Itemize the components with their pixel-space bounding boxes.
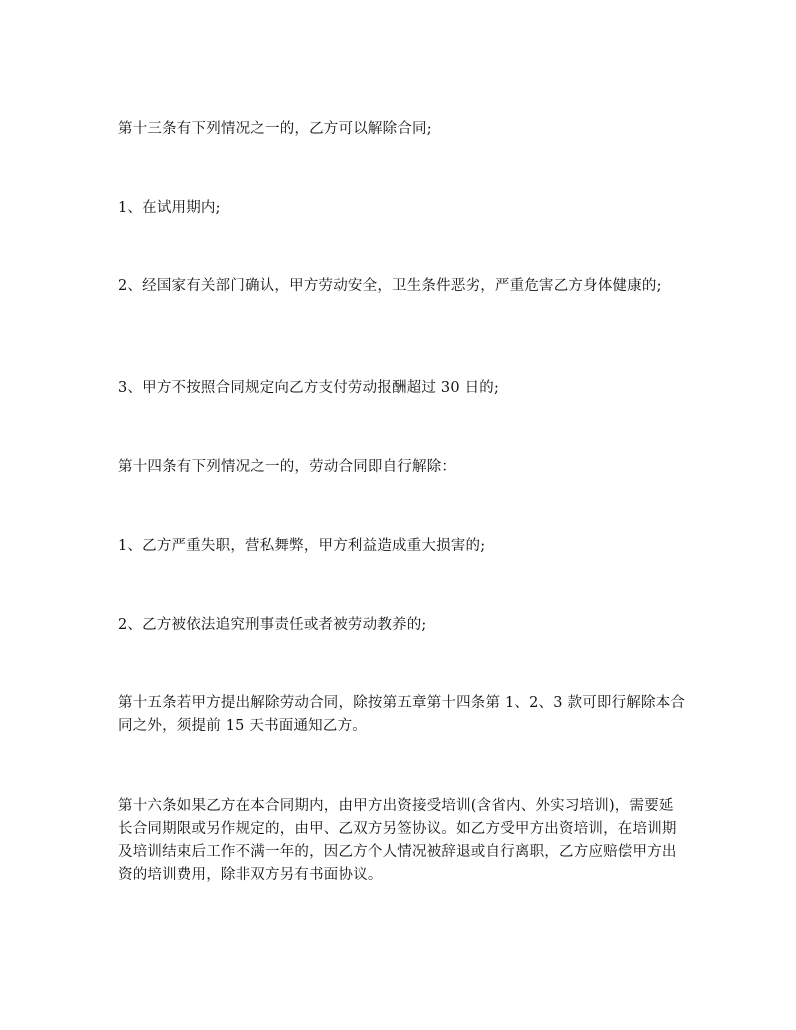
- article-15-paragraph: 第十五条若甲方提出解除劳动合同，除按第五章第十四条第 1、2、3 款可即行解除本合同之外，须提前 15 天书面通知乙方。: [118, 695, 686, 734]
- article-13-item-3: 3、甲方不按照合同规定向乙方支付劳动报酬超过 30 日的;: [118, 380, 500, 396]
- article-14-item-1: 1、乙方严重失职，营私舞弊，甲方利益造成重大损害的;: [118, 538, 486, 554]
- article-16-paragraph: 第十六条如果乙方在本合同期内，由甲方出资接受培训(含省内、外实习培训)，需要延长合同期限或另作规定的，由甲、乙双方另签协议。如乙方受甲方出资培训，在培训期及培训结束后工作不满一年的，因乙方个人情况被辞退或自行离职，乙方应赔偿甲方出资的培训费用，除非双方另有书面协议。: [118, 798, 677, 883]
- article-13-heading: 第十三条有下列情况之一的，乙方可以解除合同;: [118, 121, 432, 137]
- article-14-heading: 第十四条有下列情况之一的，劳动合同即自行解除：: [118, 459, 457, 475]
- article-13-item-2: 2、经国家有关部门确认，甲方劳动安全，卫生条件恶劣，严重危害乙方身体健康的;: [118, 278, 662, 294]
- article-13-item-1: 1、在试用期内;: [118, 200, 221, 216]
- article-14-item-2: 2、乙方被依法追究刑事责任或者被劳动教养的;: [118, 617, 427, 633]
